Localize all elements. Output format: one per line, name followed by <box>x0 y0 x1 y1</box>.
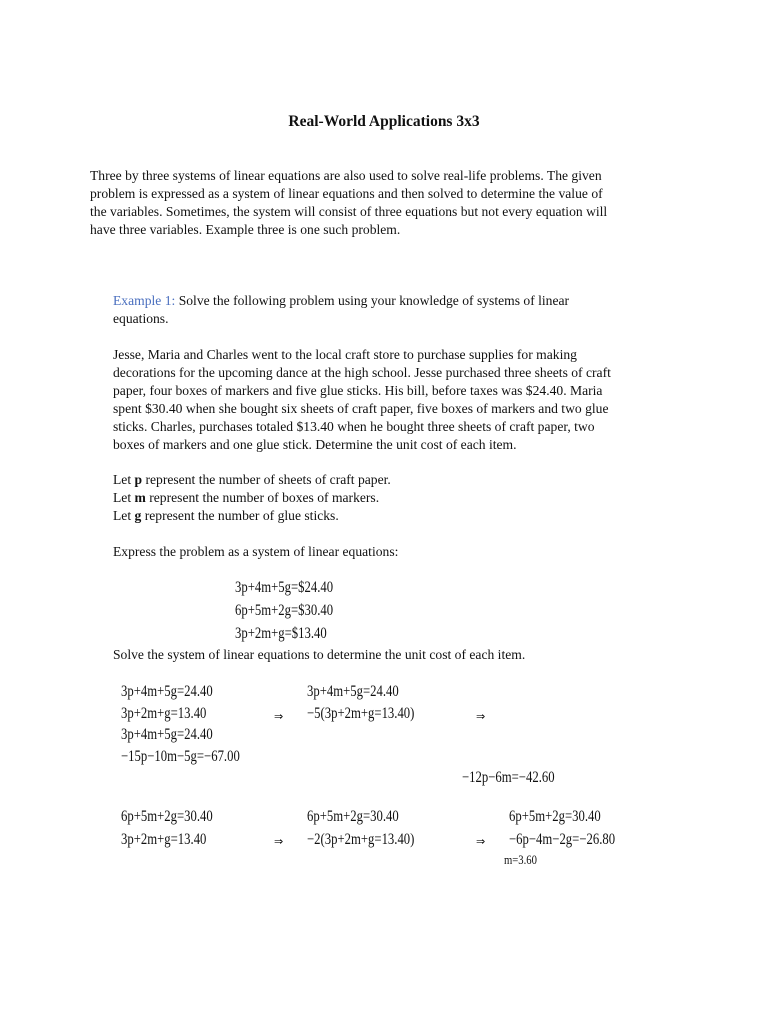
system-equation-3: 3p+2m+g=$13.40 <box>235 625 327 642</box>
work1-left-eq-2: 3p+2m+g=13.40 <box>121 705 207 722</box>
problem-line: spent $30.40 when she bought six sheets of craft paper, five boxes of markers and two glue <box>113 401 609 416</box>
express-instruction <box>113 543 653 561</box>
system-equation-1: 3p+4m+5g=$24.40 <box>235 579 334 596</box>
implies-arrow: ⇒ <box>274 835 284 848</box>
implies-arrow: ⇒ <box>274 710 284 723</box>
problem-line: sticks. Charles, purchases totaled $13.40 when he bought three sheets of craft paper, two <box>113 419 595 434</box>
let-line: Let g represent the number of glue sticks. <box>113 508 339 523</box>
work2-right-eq-1: 6p+5m+2g=30.40 <box>509 808 601 825</box>
work1-mid-eq-1: 3p+4m+5g=24.40 <box>307 683 399 700</box>
example-prompt-line <box>113 292 653 310</box>
variable-definitions <box>113 471 653 525</box>
work1-left-eq-1: 3p+4m+5g=24.40 <box>121 683 213 700</box>
intro-line: problem is expressed as a system of linear equations and then solved to determine the value of <box>90 186 603 201</box>
work2-right-eq-2: −6p−4m−2g=−26.80 <box>509 831 616 848</box>
implies-arrow: ⇒ <box>476 835 486 848</box>
page-title: Real-World Applications 3x3 <box>288 113 480 130</box>
problem-line: boxes of markers and one glue stick. Determine the unit cost of each item. <box>113 437 517 452</box>
example-prompt-text: Solve the following problem using your knowledge of systems of linear <box>175 293 570 308</box>
example-prompt-line-2: equations. <box>113 311 169 326</box>
work2-mid-eq-2: −2(3p+2m+g=13.40) <box>307 831 415 848</box>
solve-instruction <box>113 646 653 664</box>
intro-line: the variables. Sometimes, the system will consist of three equations but not every equation will <box>90 204 608 219</box>
intro-line: Three by three systems of linear equations are also used to solve real-life problems. The given <box>90 168 602 183</box>
let-line: Let m represent the number of boxes of markers. <box>113 490 380 505</box>
variable-p: p <box>134 472 143 487</box>
system-equation-2: 6p+5m+2g=$30.40 <box>235 602 334 619</box>
work1-left-eq-4: −15p−10m−5g=−67.00 <box>121 748 240 765</box>
let-line: Let p represent the number of sheets of craft paper. <box>113 472 391 487</box>
problem-line: paper, four boxes of markers and five glue sticks. His bill, before taxes was $24.40. Maria <box>113 383 603 398</box>
work1-result: −12p−6m=−42.60 <box>462 769 555 786</box>
intro-line: have three variables. Example three is one such problem. <box>90 222 401 237</box>
express-text: Express the problem as a system of linear equations: <box>113 544 399 559</box>
m-value: m=3.60 <box>504 852 537 867</box>
variable-g: g <box>134 508 142 523</box>
example-label: Example 1: <box>113 293 176 308</box>
work2-left-eq-1: 6p+5m+2g=30.40 <box>121 808 213 825</box>
work2-mid-eq-1: 6p+5m+2g=30.40 <box>307 808 399 825</box>
problem-line: Jesse, Maria and Charles went to the local craft store to purchase supplies for making <box>113 347 577 362</box>
example-prompt <box>113 292 653 328</box>
variable-m: m <box>134 490 146 505</box>
solve-text: Solve the system of linear equations to determine the unit cost of each item. <box>113 647 526 662</box>
intro-paragraph <box>90 167 680 239</box>
work2-left-eq-2: 3p+2m+g=13.40 <box>121 831 207 848</box>
work1-mid-eq-2: −5(3p+2m+g=13.40) <box>307 705 415 722</box>
implies-arrow: ⇒ <box>476 710 486 723</box>
problem-line: decorations for the upcoming dance at the high school. Jesse purchased three sheets of craft <box>113 365 611 380</box>
work1-left-eq-3: 3p+4m+5g=24.40 <box>121 726 213 743</box>
problem-paragraph <box>113 346 653 454</box>
